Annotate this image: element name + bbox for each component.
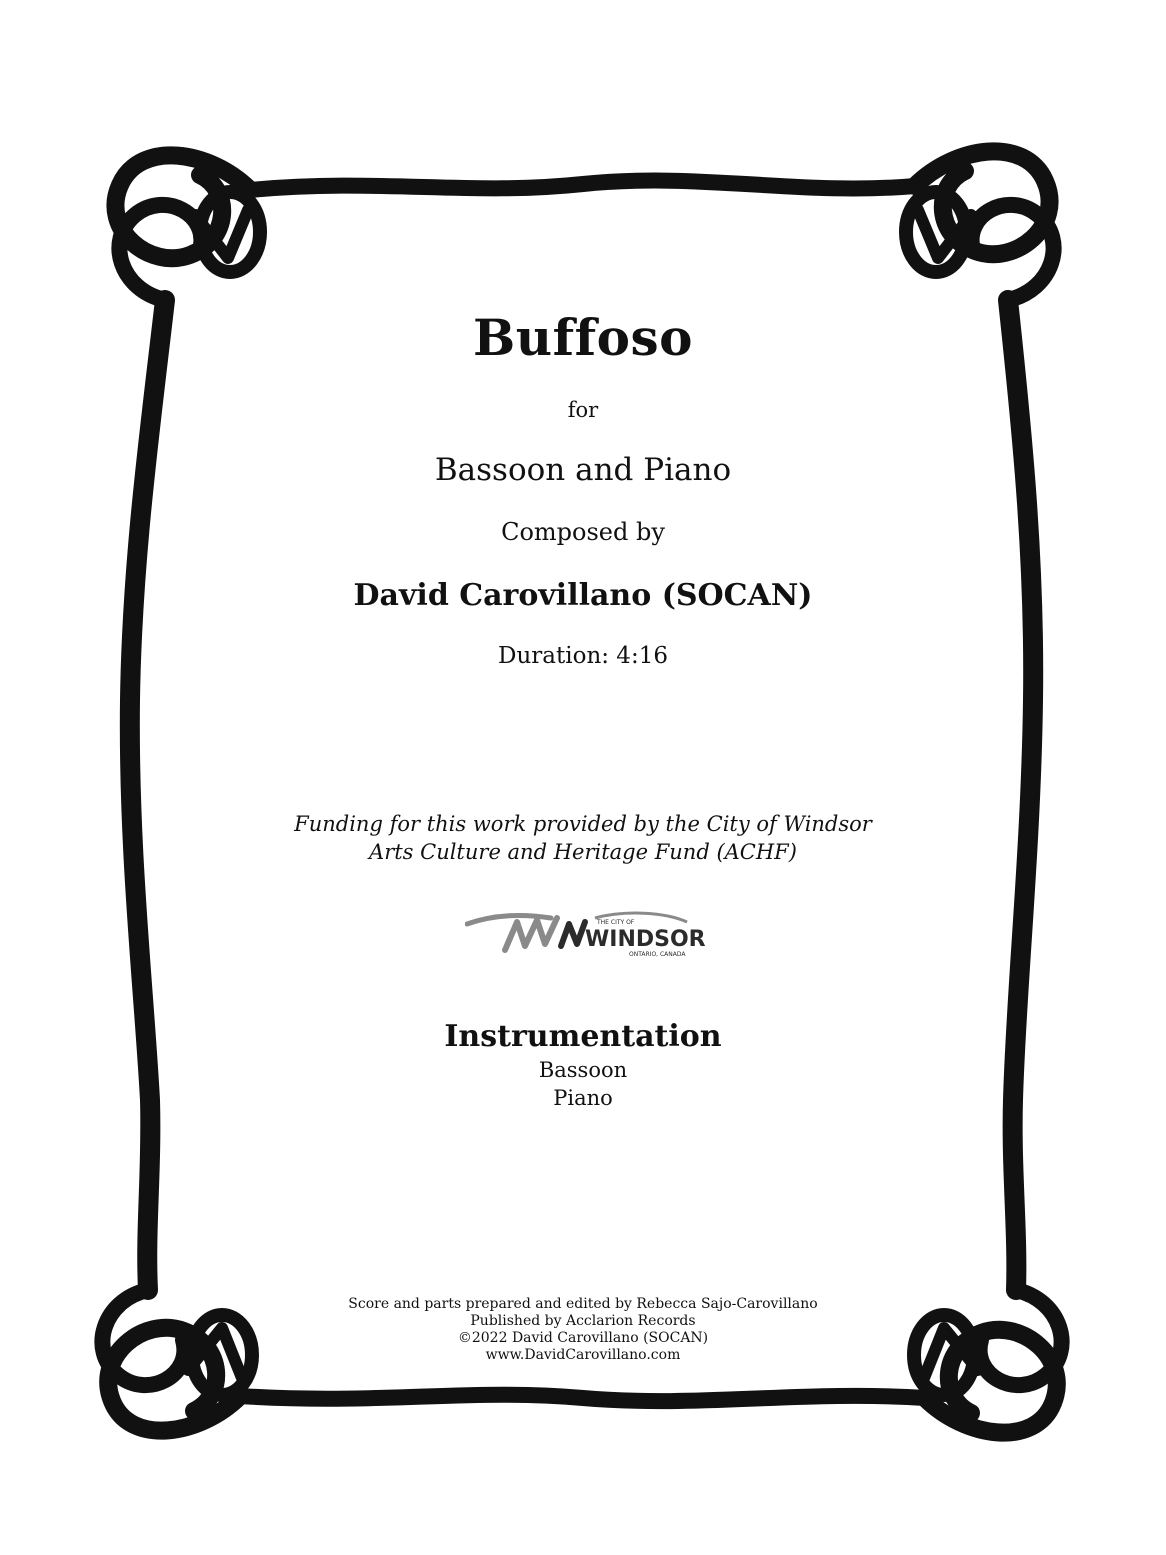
funding-statement <box>0 810 1166 866</box>
instruments-line: Bassoon and Piano <box>434 452 732 488</box>
piece-title: Buffoso <box>473 308 693 367</box>
credits-publisher: Published by Acclarion Records <box>470 1313 696 1329</box>
credits-copyright: ©2022 David Carovillano (SOCAN) <box>457 1330 709 1346</box>
duration: Duration: 4:16 <box>498 643 668 669</box>
for-label: for <box>567 398 599 422</box>
instrument-item: Piano <box>553 1086 613 1110</box>
credits-block <box>0 1296 1166 1364</box>
funding-line-1: Funding for this work provided by the City of Windsor <box>294 812 872 836</box>
composer-name: David Carovillano (SOCAN) <box>353 578 813 613</box>
logo-top-text: THE CITY OF <box>597 919 635 926</box>
logo-sub-text: ONTARIO, CANADA <box>629 951 686 958</box>
credits-editor: Score and parts prepared and edited by Rebecca Sajo-Carovillano <box>348 1296 818 1312</box>
instrumentation-heading: Instrumentation <box>444 1019 722 1054</box>
instrument-item: Bassoon <box>538 1058 628 1082</box>
composed-by-label: Composed by <box>501 518 665 546</box>
credits-website: www.DavidCarovillano.com <box>485 1347 681 1363</box>
windsor-w-logo-icon <box>465 906 705 962</box>
funding-line-2: Arts Culture and Heritage Fund (ACHF) <box>369 840 797 864</box>
city-of-windsor-logo <box>465 906 705 962</box>
instrumentation-list <box>0 1056 1166 1112</box>
logo-main-text: WINDSOR <box>585 927 705 952</box>
